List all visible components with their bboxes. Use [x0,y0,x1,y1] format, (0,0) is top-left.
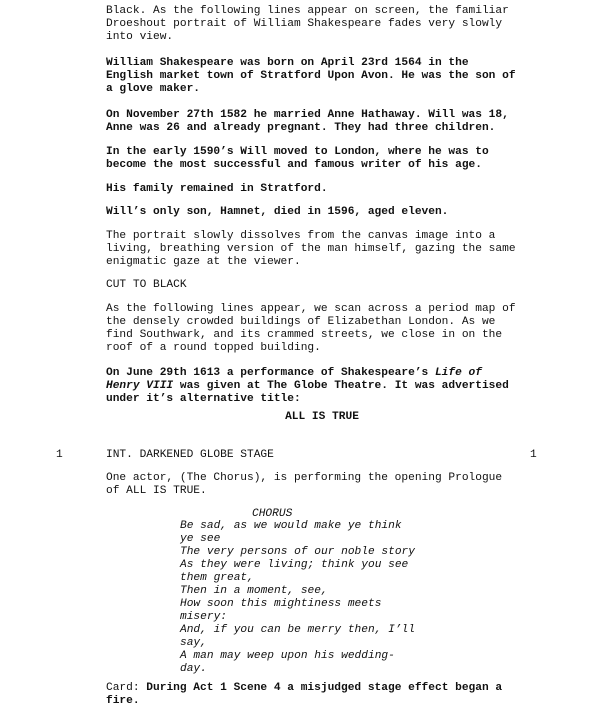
june-text-end: was given at The Globe Theatre. It was advertised under it’s alternative title: [106,380,509,405]
action-family: His family remained in Stratford. [106,183,328,195]
scene-heading: INT. DARKENED GLOBE STAGE [106,449,274,461]
action-intro: Black. As the following lines appear on screen, the familiar Droeshout portrait of William Shakespeare fades very slowly into view. [106,5,509,43]
action-june-performance [106,367,546,406]
action-hamnet: Will’s only son, Hamnet, died in 1596, aged eleven. [106,206,449,218]
play-title-part-2: Henry VIII [106,380,174,392]
play-title-part-1: Life of [434,367,482,379]
transition-cut-to-black: CUT TO BLACK [106,279,187,291]
action-portrait: The portrait slowly dissolves from the canvas image into a living, breathing version of the man himself, gazing the same enigmatic gaze at the viewer. [106,230,516,268]
action-map: As the following lines appear, we scan across a period map of the densely crowded buildings of Elizabethan London. As we find Southwark, and its crammed streets, we close in on the roof of a round topped building. [106,303,516,354]
action-card [106,682,546,708]
action-married: On November 27th 1582 he married Anne Hathaway. Will was 18, Anne was 26 and already pregnant. They had three children. [106,109,509,134]
card-label: Card: [106,682,147,694]
character-name: CHORUS [252,508,293,520]
action-born: William Shakespeare was born on April 23rd 1564 in the English market town of Stratford Upon Avon. He was the son of a glove maker. [106,57,516,95]
action-actor: One actor, (The Chorus), is performing the opening Prologue of ALL IS TRUE. [106,472,503,497]
dialogue: Be sad, as we would make ye think ye see The very persons of our noble story As they were living; think you see them great, Then in a moment, see, How soon this mightiness meets misery: And, if you can be merry then, I’ll say, A man may weep upon his wedding- day. [180,520,415,675]
june-text-start: On June 29th 1613 a performance of Shakespeare’s [106,367,435,379]
card-text: During Act 1 Scene 4 a misjudged stage effect began a fire. [106,682,503,707]
title-card: ALL IS TRUE [285,411,359,423]
scene-number-left: 1 [56,449,63,461]
scene-number-right: 1 [530,449,537,461]
action-london: In the early 1590’s Will moved to London, where he was to become the most successful and famous writer of his age. [106,146,489,171]
